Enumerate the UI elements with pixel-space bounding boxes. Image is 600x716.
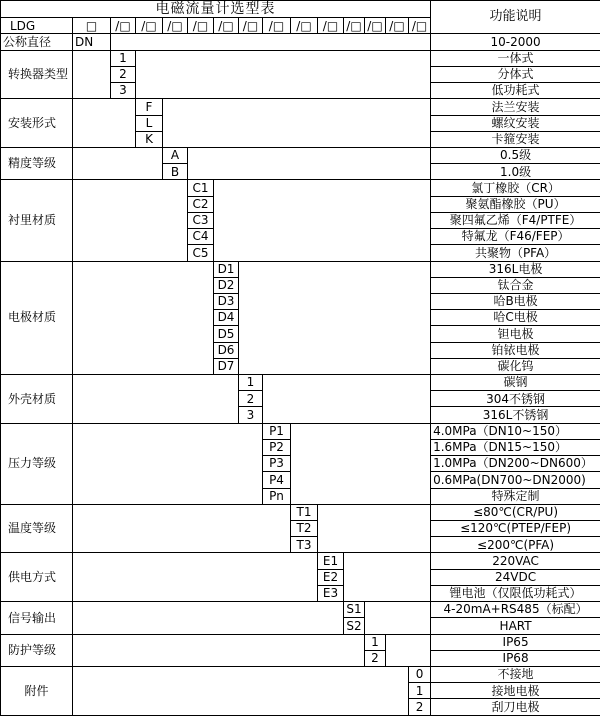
- option-desc: 分体式: [431, 66, 600, 82]
- option-code: E2: [318, 569, 344, 585]
- option-code: D2: [214, 277, 239, 293]
- category-label: 供电方式: [1, 553, 73, 602]
- empty-region: [136, 50, 431, 99]
- option-desc: 钛合金: [431, 277, 600, 293]
- option-code: C5: [188, 245, 214, 261]
- option-desc: 一体式: [431, 50, 600, 66]
- option-desc: 钽电极: [431, 326, 600, 342]
- option-desc: 碳钢: [431, 375, 600, 391]
- empty-region: [73, 553, 318, 602]
- option-code: T2: [291, 521, 318, 537]
- empty-region: [73, 99, 136, 148]
- model-box-slot: /□: [136, 18, 163, 34]
- option-code: E1: [318, 553, 344, 569]
- diameter-label: 公称直径: [1, 34, 73, 50]
- category-label: 衬里材质: [1, 180, 73, 261]
- category-label: 温度等级: [1, 504, 73, 553]
- function-column-header: 功能说明: [431, 1, 600, 34]
- option-code: 1: [409, 683, 431, 699]
- category-label: 压力等级: [1, 423, 73, 504]
- option-desc: 316L不锈钢: [431, 407, 600, 423]
- empty-region: [73, 634, 365, 666]
- model-box-slot: /□: [188, 18, 214, 34]
- option-code: 3: [239, 407, 263, 423]
- model-box-slot: /□: [239, 18, 263, 34]
- option-code: D5: [214, 326, 239, 342]
- option-desc: 220VAC: [431, 553, 600, 569]
- model-box-slot: /□: [163, 18, 188, 34]
- option-code: A: [163, 147, 188, 163]
- option-desc: 哈C电极: [431, 310, 600, 326]
- option-code: C3: [188, 212, 214, 228]
- option-code: P2: [263, 439, 291, 455]
- option-code: D7: [214, 358, 239, 374]
- option-code: L: [136, 115, 163, 131]
- option-desc: 氯丁橡胶（CR）: [431, 180, 600, 196]
- empty-region: [73, 180, 188, 261]
- model-box-slot: /□: [111, 18, 136, 34]
- option-code: F: [136, 99, 163, 115]
- category-label: 信号输出: [1, 602, 73, 634]
- option-desc: 304不锈钢: [431, 391, 600, 407]
- option-code: D4: [214, 310, 239, 326]
- empty-region: [239, 261, 431, 375]
- option-code: 0: [409, 666, 431, 682]
- model-box-slot: /□: [365, 18, 386, 34]
- option-desc: 哈B电极: [431, 293, 600, 309]
- option-code: C1: [188, 180, 214, 196]
- empty-region: [73, 147, 163, 179]
- option-code: Pn: [263, 488, 291, 504]
- option-code: 2: [409, 699, 431, 716]
- option-desc: 1.6MPa（DN15~150）: [431, 439, 600, 455]
- option-desc: 特氟龙（F46/FEP）: [431, 229, 600, 245]
- option-code: K: [136, 131, 163, 147]
- option-desc: 卡箍安装: [431, 131, 600, 147]
- option-desc: 聚氨酯橡胶（PU）: [431, 196, 600, 212]
- empty-region: [263, 375, 431, 424]
- option-desc: 碳化钨: [431, 358, 600, 374]
- option-code: B: [163, 164, 188, 180]
- option-desc: 低功耗式: [431, 83, 600, 99]
- option-code: 2: [365, 650, 386, 666]
- option-desc: 24VDC: [431, 569, 600, 585]
- empty-region: [291, 423, 431, 504]
- option-desc: 聚四氟乙烯（F4/PTFE）: [431, 212, 600, 228]
- empty-region: [73, 375, 239, 424]
- table-title: 电磁流量计选型表: [1, 1, 431, 18]
- empty-region: [163, 99, 431, 148]
- option-desc: 316L电极: [431, 261, 600, 277]
- empty-region: [344, 553, 431, 602]
- option-code: E3: [318, 585, 344, 601]
- option-code: S2: [344, 618, 365, 634]
- option-code: P1: [263, 423, 291, 439]
- option-desc: 4-20mA+RS485（标配）: [431, 602, 600, 618]
- option-code: T1: [291, 504, 318, 520]
- option-desc: ≤80℃(CR/PU): [431, 504, 600, 520]
- diameter-code: DN: [73, 34, 111, 50]
- option-desc: IP68: [431, 650, 600, 666]
- option-desc: 不接地: [431, 666, 600, 682]
- empty-region: [318, 504, 431, 553]
- option-desc: 法兰安装: [431, 99, 600, 115]
- model-box-slot: /□: [318, 18, 344, 34]
- category-label: 转换器类型: [1, 50, 73, 99]
- model-prefix: LDG: [1, 18, 73, 34]
- option-code: 1: [111, 50, 136, 66]
- category-label: 精度等级: [1, 147, 73, 179]
- option-code: 3: [111, 83, 136, 99]
- option-code: 2: [111, 66, 136, 82]
- option-desc: HART: [431, 618, 600, 634]
- model-box-slot: /□: [263, 18, 291, 34]
- category-label: 外壳材质: [1, 375, 73, 424]
- category-label: 附件: [1, 666, 73, 715]
- option-desc: 接地电极: [431, 683, 600, 699]
- empty-region: [188, 147, 431, 179]
- option-code: T3: [291, 537, 318, 553]
- empty-region: [73, 504, 291, 553]
- option-code: D6: [214, 342, 239, 358]
- empty-region: [111, 34, 431, 50]
- category-label: 电极材质: [1, 261, 73, 375]
- option-code: C2: [188, 196, 214, 212]
- empty-region: [73, 261, 214, 375]
- option-desc: 0.5级: [431, 147, 600, 163]
- model-first-box: □: [73, 18, 111, 34]
- option-code: C4: [188, 229, 214, 245]
- option-code: D1: [214, 261, 239, 277]
- option-desc: ≤200℃(PFA): [431, 537, 600, 553]
- option-code: D3: [214, 293, 239, 309]
- option-desc: 1.0级: [431, 164, 600, 180]
- model-box-slot: /□: [344, 18, 365, 34]
- option-desc: 螺纹安装: [431, 115, 600, 131]
- model-box-slot: /□: [409, 18, 431, 34]
- option-desc: 4.0MPa（DN10~150）: [431, 423, 600, 439]
- option-desc: 刮刀电极: [431, 699, 600, 716]
- category-label: 防护等级: [1, 634, 73, 666]
- option-code: P4: [263, 472, 291, 488]
- category-label: 安装形式: [1, 99, 73, 148]
- empty-region: [73, 666, 409, 715]
- option-code: 2: [239, 391, 263, 407]
- option-code: S1: [344, 602, 365, 618]
- option-code: 1: [239, 375, 263, 391]
- option-desc: IP65: [431, 634, 600, 650]
- empty-region: [386, 634, 431, 666]
- option-code: P3: [263, 456, 291, 472]
- model-box-slot: /□: [291, 18, 318, 34]
- empty-region: [73, 602, 344, 634]
- option-desc: ≤120℃(PTEP/FEP): [431, 521, 600, 537]
- diameter-desc: 10-2000: [431, 34, 600, 50]
- option-desc: 0.6MPa(DN700~DN2000): [431, 472, 600, 488]
- empty-region: [365, 602, 431, 634]
- option-desc: 共聚物（PFA）: [431, 245, 600, 261]
- empty-region: [73, 423, 263, 504]
- empty-region: [73, 50, 111, 99]
- option-code: 1: [365, 634, 386, 650]
- option-desc: 铂铱电极: [431, 342, 600, 358]
- model-box-slot: /□: [214, 18, 239, 34]
- option-desc: 锂电池（仅限低功耗式）: [431, 585, 600, 601]
- model-box-slot: /□: [386, 18, 409, 34]
- option-desc: 特殊定制: [431, 488, 600, 504]
- option-desc: 1.0MPa（DN200~DN600）: [431, 456, 600, 472]
- empty-region: [214, 180, 431, 261]
